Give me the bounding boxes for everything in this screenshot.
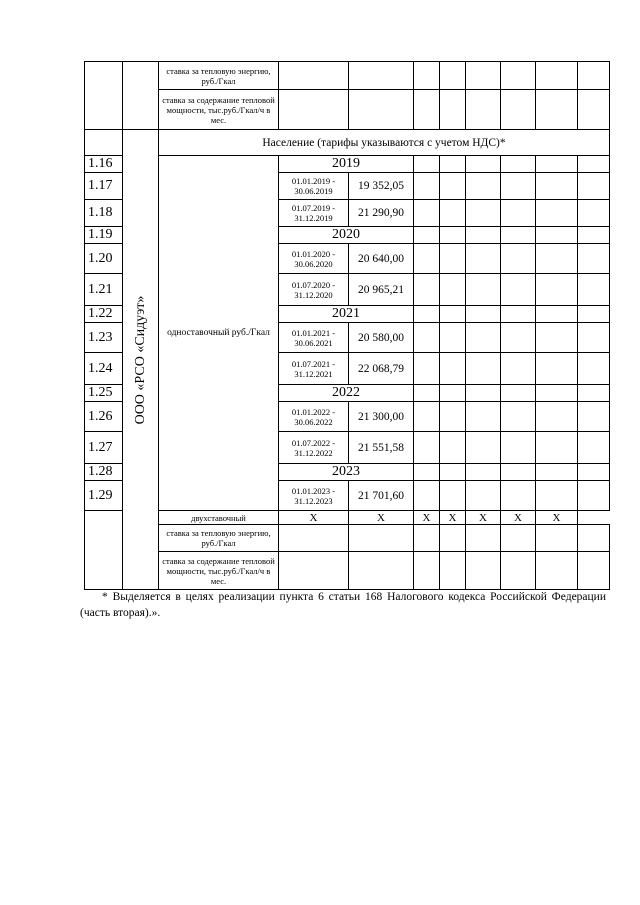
price: 21 290,90: [349, 200, 414, 227]
row-number: 1.29: [85, 481, 123, 511]
x-mark: Х: [279, 511, 349, 525]
period: 01.07.2022 - 31.12.2022: [279, 432, 349, 464]
period: 01.07.2020 - 31.12.2020: [279, 274, 349, 306]
tariff-table: [84, 61, 610, 590]
price: 19 352,05: [349, 173, 414, 200]
price: 21 551,58: [349, 432, 414, 464]
row-number: 1.28: [85, 464, 123, 481]
table-row: [85, 62, 610, 90]
year-label: 2023: [279, 464, 414, 481]
table-row: [85, 525, 610, 552]
method-single: одноставочный руб./Гкал: [159, 156, 279, 511]
period: 01.01.2021 - 30.06.2021: [279, 323, 349, 353]
price: 21 701,60: [349, 481, 414, 511]
row-number: 1.17: [85, 173, 123, 200]
row-number: 1.24: [85, 353, 123, 385]
row-label: ставка за тепловую энергию, руб./Гкал: [159, 62, 279, 90]
table-row: [85, 156, 610, 173]
x-mark: Х: [440, 511, 466, 525]
row-number: 1.26: [85, 402, 123, 432]
footnote: * Выделяется в целях реализации пункта 6 статьи 168 Налогового кодекса Российской Федерации (часть вторая).».: [80, 591, 606, 619]
price: 21 300,00: [349, 402, 414, 432]
method-two-part: двухставочный: [159, 511, 279, 525]
period: 01.01.2023 - 31.12.2023: [279, 481, 349, 511]
year-label: 2021: [279, 306, 414, 323]
year-label: 2020: [279, 227, 414, 244]
row-number: 1.25: [85, 385, 123, 402]
row-label: ставка за содержание тепловой мощности, тыс.руб./Гкал/ч в мес.: [159, 90, 279, 130]
period: 01.01.2020 - 30.06.2020: [279, 244, 349, 274]
period: 01.01.2019 - 30.06.2019: [279, 173, 349, 200]
row-number: 1.22: [85, 306, 123, 323]
row-number: 1.19: [85, 227, 123, 244]
organization-cell: [123, 130, 159, 590]
table-row: [85, 130, 610, 156]
x-mark: Х: [536, 511, 578, 525]
organization-name: ООО «РСО «Сидуэт»: [132, 295, 148, 424]
table-row: [85, 90, 610, 130]
row-number: 1.23: [85, 323, 123, 353]
table-row: [85, 511, 610, 525]
population-header: Население (тарифы указываются с учетом НДС)*: [159, 130, 610, 156]
x-mark: Х: [466, 511, 501, 525]
row-label: ставка за содержание тепловой мощности, тыс.руб./Гкал/ч в мес.: [159, 552, 279, 590]
row-number: 1.18: [85, 200, 123, 227]
year-label: 2019: [279, 156, 414, 173]
table-row: [85, 552, 610, 590]
row-number: 1.27: [85, 432, 123, 464]
row-number: 1.20: [85, 244, 123, 274]
row-label: ставка за тепловую энергию, руб./Гкал: [159, 525, 279, 552]
year-label: 2022: [279, 385, 414, 402]
x-mark: Х: [349, 511, 414, 525]
x-mark: Х: [414, 511, 440, 525]
x-mark: Х: [501, 511, 536, 525]
price: 20 640,00: [349, 244, 414, 274]
period: 01.01.2022 - 30.06.2022: [279, 402, 349, 432]
price: 20 580,00: [349, 323, 414, 353]
period: 01.07.2021 - 31.12.2021: [279, 353, 349, 385]
price: 20 965,21: [349, 274, 414, 306]
period: 01.07.2019 - 31.12.2019: [279, 200, 349, 227]
row-number: 1.21: [85, 274, 123, 306]
row-number: 1.16: [85, 156, 123, 173]
price: 22 068,79: [349, 353, 414, 385]
